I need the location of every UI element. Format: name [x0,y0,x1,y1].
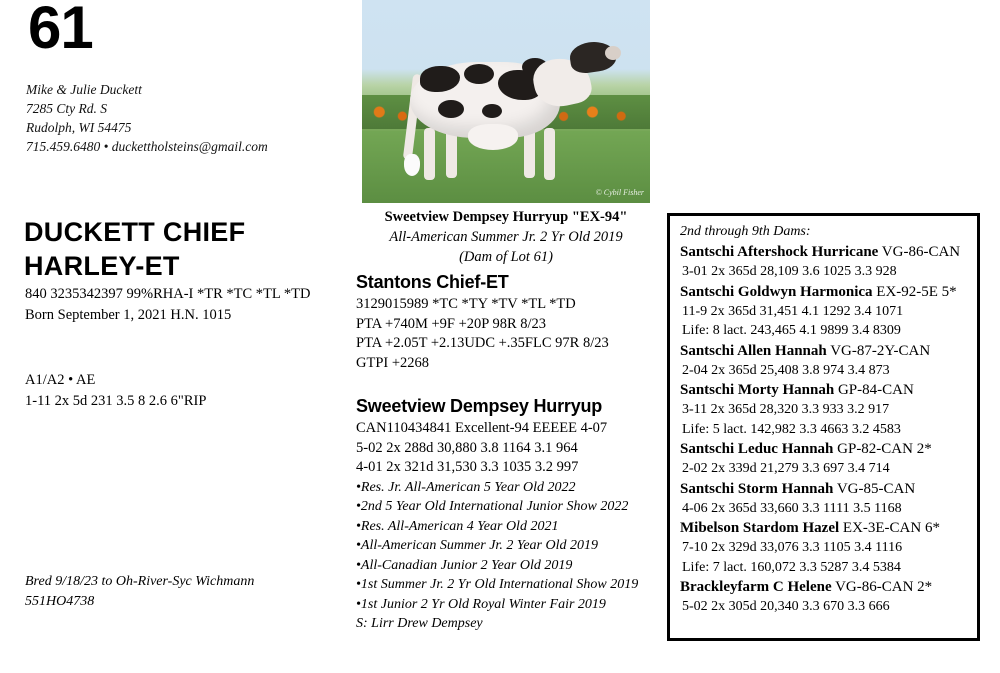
ancestor-dams-box [667,213,980,641]
sire-row: PTA +2.05T +2.13UDC +.35FLC 97R 8/23 [356,335,609,351]
dam-award: •Res. All-American 4 Year Old 2021 [356,518,559,534]
cow-tail-tuft [404,154,420,176]
ancestor-dam-name-text: Santschi Storm Hannah [680,480,834,497]
cow-muzzle [605,46,621,60]
ancestor-dam-name [680,577,969,597]
animal-name-line1: DUCKETT CHIEF [24,217,246,247]
ancestor-dam-name [680,282,969,302]
ancestor-dam-name-text: Mibelson Stardom Hazel [680,520,840,536]
dam-sire-line: S: Lirr Drew Dempsey [356,616,483,631]
dam-row: 4-01 2x 321d 31,530 3.3 1035 3.2 997 [356,459,579,475]
consignor-contact: 715.459.6480 • duckettholsteins@gmail.com [26,139,268,154]
dam-award: •2nd 5 Year Old International Junior Show 2022 [356,499,629,514]
ancestor-dam-name [680,380,969,400]
photo-caption [330,207,682,267]
cow-spot [464,64,494,84]
sire-row: 3129015989 *TC *TY *TV *TL *TD [356,296,576,312]
cow-spot [438,100,464,118]
dam-award: •All-American Summer Jr. 2 Year Old 2019 [356,538,598,553]
ancestor-dam-record: 7-10 2x 329d 33,076 3.3 1105 3.4 1116 [682,540,903,555]
animal-name [24,215,245,283]
ancestor-dam-record: 3-01 2x 365d 28,109 3.6 1025 3.3 928 [682,264,897,279]
ancestor-dam-name [680,341,969,361]
photo-caption-line1: Sweetview Dempsey Hurryup "EX-94" [384,209,628,225]
dam-name: Sweetview Dempsey Hurryup [356,396,603,416]
ancestor-dam-name [680,439,969,459]
ancestor-dam-classification: VG-86-CAN [878,244,961,260]
ancestor-dam-classification: GP-82-CAN 2* [833,441,932,457]
consignor-address: 7285 Cty Rd. S [26,101,107,116]
consignor-block [26,80,346,156]
bred-note [25,572,254,612]
animal-genes-line: A1/A2 • AE [25,372,96,388]
animal-record-line: 1-11 2x 5d 231 3.5 8 2.6 6"RIP [25,393,207,409]
dam-row: 5-02 2x 288d 30,880 3.8 1164 3.1 964 [356,439,578,456]
holstein-cow-illustration [402,28,620,178]
dam-row: CAN110434841 Excellent-94 EEEEE 4-07 [356,420,608,436]
ancestor-dam-name-text: Brackleyfarm C Helene [680,579,832,595]
consignor-name: Mike & Julie Duckett [26,82,142,97]
dam-award: •All-Canadian Junior 2 Year Old 2019 [356,557,573,573]
animal-registration-block [25,284,310,326]
cow-photo [362,0,650,203]
dam-award: •Res. Jr. All-American 5 Year Old 2022 [356,479,576,495]
dam-block [356,396,666,634]
cow-leg [544,128,555,180]
dam-award: •1st Junior 2 Yr Old Royal Winter Fair 2019 [356,596,606,612]
ancestor-dam-name-text: Santschi Aftershock Hurricane [680,244,879,260]
photo-caption-line2: All-American Summer Jr. 2 Yr Old 2019 [389,229,623,245]
ancestor-dam-record: 2-04 2x 365d 25,408 3.8 974 3.4 873 [682,362,890,378]
ancestor-dam-record: 2-02 2x 339d 21,279 3.3 697 3.4 714 [682,461,890,476]
bred-note-line2: 551HO4738 [25,594,95,609]
animal-born-line: Born September 1, 2021 H.N. 1015 [25,307,232,323]
ancestor-dam-lifetime: Life: 8 lact. 243,465 4.1 9899 3.4 8309 [682,323,901,338]
ancestor-dam-name [680,242,969,262]
ancestor-dam-name-text: Santschi Morty Hannah [680,382,835,398]
photo-credit: © Cybil Fisher [595,188,644,197]
bred-note-line1: Bred 9/18/23 to Oh-River-Syc Wichmann [25,574,255,589]
cow-udder [468,124,518,150]
ancestor-dam-record: 5-02 2x 305d 20,340 3.3 670 3.3 666 [682,599,890,614]
dam-award: •1st Summer Jr. 2 Yr Old International Show 2019 [356,577,639,592]
animal-name-line2: HARLEY-ET [24,251,180,281]
ancestor-dam-name-text: Santschi Leduc Hannah [680,441,834,457]
lot-number: 61 [28,0,93,61]
sire-name: Stantons Chief-ET [356,272,509,292]
ancestor-dam-record: 3-11 2x 365d 28,320 3.3 933 3.2 917 [682,402,890,417]
ancestor-dam-name-text: Santschi Allen Hannah [680,342,827,359]
ancestor-dam-name-text: Santschi Goldwyn Harmonica [680,283,873,300]
ancestor-dam-classification: GP-84-CAN [834,382,914,398]
ancestor-dam-lifetime: Life: 5 lact. 142,982 3.3 4663 3.2 4583 [682,421,901,437]
ancestor-dam-record: 11-9 2x 365d 31,451 4.1 1292 3.4 1071 [682,303,904,319]
consignor-city-state-zip: Rudolph, WI 54475 [26,120,132,135]
cow-leg [424,128,435,180]
dams-box-title: 2nd through 9th Dams: [680,224,811,239]
sire-block [356,272,666,373]
ancestor-dam-lifetime: Life: 7 lact. 160,072 3.3 5287 3.4 5384 [682,559,901,575]
sire-row: PTA +740M +9F +20P 98R 8/23 [356,315,547,332]
ancestor-dam-record: 4-06 2x 365d 33,660 3.3 1111 3.5 1168 [682,500,902,516]
sire-row: GTPI +2268 [356,354,430,371]
photo-background [362,0,650,203]
ancestor-dam-classification: VG-87-2Y-CAN [826,342,931,359]
ancestor-dam-classification: EX-3E-CAN 6* [839,520,940,536]
ancestor-dam-classification: EX-92-5E 5* [872,283,957,300]
ancestor-dam-name [680,518,969,538]
cow-spot [482,104,502,118]
animal-genetics-block [25,370,206,412]
ancestor-dam-classification: VG-86-CAN 2* [831,579,933,595]
animal-registration-line: 840 3235342397 99%RHA-I *TR *TC *TL *TD [25,286,311,302]
ancestor-dam-classification: VG-85-CAN [833,480,916,497]
ancestor-dam-name [680,479,969,499]
photo-caption-line3: (Dam of Lot 61) [459,249,553,265]
